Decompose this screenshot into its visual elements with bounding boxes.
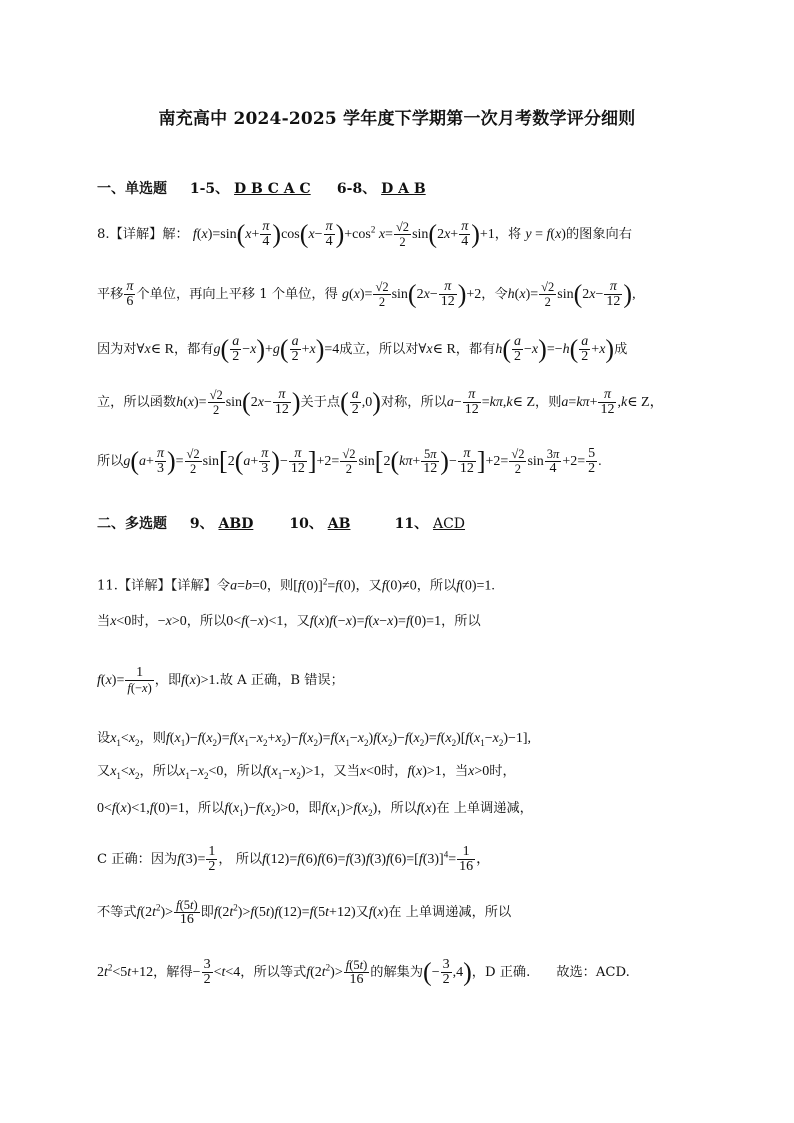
q8-l3-d: ，都有 [455, 342, 496, 357]
section-single-choice [97, 178, 426, 198]
q11-l3-b: .故 A 正确，B 错误； [215, 673, 344, 688]
q11-l6-a: ，所以 [184, 801, 225, 816]
q11-l9-c: 的解集为 [370, 965, 424, 980]
q8-l3-e: 成 [614, 342, 628, 357]
q11-l5-f: ，当 [441, 764, 469, 779]
q11-l8-a: 不等式 [97, 905, 137, 920]
section1-range2: 6-8、 [336, 181, 377, 197]
q11-line-9: $2t^2<5t+12$，解得− $\frac{3}{2}$ <t<4，所以等式$f(2t^2)>$ $\frac{f(5t)}{16}$ 的解集为(− $\frac{3}{2}$ ,4)，D 正确. 故选：ACD. [97, 957, 630, 987]
q8-l4-c: 对称，所以 [380, 395, 447, 410]
q11-l1-a: 11.【详解】【详解】令 [97, 578, 231, 594]
q11-l5-c: ，所以 [223, 764, 263, 779]
q8-l2-b: 个单位，再向上平移 1 个单位，得 [136, 287, 338, 302]
q8-line-1: 8.【详解】解： f(x)=sin(x+ $\frac{\pi}{4}$ )cos(x− $\frac{\pi}{4}$ )$+\cos^2$ x= $\frac{√2}{2}$ sin(2x+ $\frac{\pi}{4}$ )+1，将 y = f(x)的图象向右 [97, 219, 632, 249]
section2-label: 二、多选题 [97, 516, 167, 532]
q11-l9-b: ，所以等式 [240, 965, 307, 980]
q11-line-6: 0<f(x)<1,f(0)=1，所以$f(x_1)-f(x_2)>0$，即$f(x_1)>f(x_2)$，所以f(x)在 上单调递减， [97, 801, 533, 818]
q8-l3-a: 因为对∀ [97, 342, 145, 357]
q8-l4-b: 关于点 [300, 395, 341, 410]
q8-l1-tail: ，将 [494, 227, 522, 242]
q11-l5-b: ，所以 [139, 764, 180, 779]
q11-l4-b: ，则 [139, 731, 166, 746]
q11-l2-a: 当 [97, 614, 111, 629]
q11-l6-d: 在 上单调递减， [436, 801, 533, 816]
q11-l5-e: 时， [381, 764, 408, 779]
q11-l5-g: 时， [489, 764, 516, 779]
q11-l2-c: ，所以 [186, 614, 227, 629]
q11-l1-b: ，则 [266, 578, 294, 594]
section2-a9: ABD [218, 516, 254, 532]
q11-l8-c: 又 [355, 905, 369, 920]
q11-line-1: 11.【详解】【详解】令a=b=0，则$[f(0)]^2=f(0)$，又f(0)≠0，所以f(0)=1. [97, 576, 495, 594]
section1-range1: 1-5、 [189, 181, 230, 197]
section2-q9: 9、 [189, 516, 214, 532]
q8-l4-d: ，则 [535, 395, 562, 410]
q11-l2-b: 时， [131, 614, 158, 629]
q11-l2-d: ，又 [283, 614, 310, 629]
q11-line-7: C 正确：因为f(3)= $\frac{1}{2}$ ， 所以$f(12)=f(6)f(6)=f(3)f(3)f(6)=[f(3)]^4=$ $\frac{1}{16}$ ， [97, 844, 491, 874]
q11-line-8: 不等式$f(2t^2)>$ $\frac{f(5t)}{16}$ 即$f(2t^2)>f(5t)f(12)=f(5t+12)$又f(x)在 上单调递减，所以 [97, 898, 512, 927]
page-title: 南充高中 2024-2025 学年度下学期第一次月考数学评分细则 [158, 109, 636, 129]
q8-l1-end: 的图象向右 [565, 227, 632, 242]
q8-l4-a: 立，所以函数 [97, 395, 177, 410]
section2-a11: ACD [432, 516, 466, 532]
q11-line-4: 设$x_1<x_2$，则$f(x_1)-f(x_2)=f(x_1-x_2+x_2)-f(x_2)=f(x_1-x_2)f(x_2)-f(x_2)=f(x_2)[f(x_1-x_2)-1]$, [97, 731, 532, 748]
q11-l3-a: ，即 [154, 673, 182, 688]
q11-l5-a: 又 [97, 764, 111, 779]
q11-l9-e: 故选：ACD. [556, 965, 630, 980]
section1-label: 一、单选题 [97, 181, 167, 197]
q11-l6-b: ，即 [295, 801, 322, 816]
section1-answers2: D A B [381, 181, 426, 197]
q11-l5-d: ，又当 [320, 764, 360, 779]
q11-l4-a: 设 [97, 731, 111, 746]
q8-tag: 8.【详解】解： [97, 227, 189, 242]
q11-l8-d: 在 上单调递减，所以 [388, 905, 512, 920]
q11-line-5: 又$x_1<x_2$，所以$x_1-x_2<0$，所以$f(x_1-x_2)>1$，又当x<0时，f(x)>1，当x>0时， [97, 764, 516, 781]
q8-line-2: 平移 $\frac{\pi}{6}$ 个单位，再向上平移 1 个单位，得 g(x)= $\frac{√2}{2}$ sin(2x− $\frac{\pi}{12}$ )+2，令h(x)= $\frac{√2}{2}$ sin(2x− $\frac{\pi}{12}$ ), [97, 279, 636, 309]
q11-l6-c: ，所以 [377, 801, 417, 816]
q8-line-5: 所以g(a+ $\frac{\pi}{3}$ )= $\frac{√2}{2}$ sin[2(a+ $\frac{\pi}{3}$ )− $\frac{\pi}{12}$ ]+2= $\frac{√2}{2}$ sin[2(kπ+ $\frac{5\pi}{12}$ )− $\frac{\pi}{12}$ ]+2= $\frac{√2}{2}$ sin $\frac{3\pi}{4}$ +2= $\frac{5}{2}$ . [97, 446, 602, 476]
q11-line-3: f(x)= $\frac{1}{f(-x)}$ ，即f(x)>1.故 A 正确，B 错误； [97, 665, 344, 695]
q11-l1-d: ，所以 [416, 578, 457, 594]
q11-l9-a: ，解得 [153, 965, 193, 980]
q8-l2-a: 平移 [97, 287, 124, 302]
section2-q10: 10、 [289, 516, 323, 532]
q11-l7-a: C 正确：因为 [97, 852, 178, 867]
q8-line-3: 因为对∀x∈ R，都有g( $\frac{a}{2}$ −x)+g( $\frac{a}{2}$ +x)=4成立，所以对∀x∈ R，都有h( $\frac{a}{2}$ −x)=−h( $\frac{a}{2}$ +x)成 [97, 334, 628, 364]
q11-line-2: 当x<0时，−x>0，所以0<f(−x)<1，又f(x)f(−x)=f(x−x)=f(0)=1，所以 [97, 614, 481, 629]
q8-line-4: 立，所以函数h(x)= $\frac{√2}{2}$ sin(2x− $\frac{\pi}{12}$ )关于点( $\frac{a}{2}$ ,0)对称，所以a− $\frac{\pi}{12}$ =kπ,k∈ Z，则a=kπ+ $\frac{\pi}{12}$ ,k∈ Z， [97, 387, 664, 417]
q8-l3-c: 成立，所以对∀ [339, 342, 427, 357]
q11-l9-d: ，D 正确. [471, 965, 531, 980]
q8-l2-c: ，令 [481, 287, 508, 302]
section-multi-choice [97, 513, 485, 533]
section1-answers1: D B C A C [234, 181, 311, 197]
section2-q11: 11、 [394, 516, 429, 532]
q8-l5-a: 所以 [97, 454, 124, 469]
q11-l2-e: ，所以 [441, 614, 481, 629]
q11-l7-b: ， 所以 [218, 852, 263, 867]
q8-l3-b: ，都有 [173, 342, 214, 357]
section2-a10: AB [327, 516, 351, 532]
q11-l1-c: ，又 [355, 578, 382, 594]
q11-l8-b: 即 [200, 905, 214, 920]
